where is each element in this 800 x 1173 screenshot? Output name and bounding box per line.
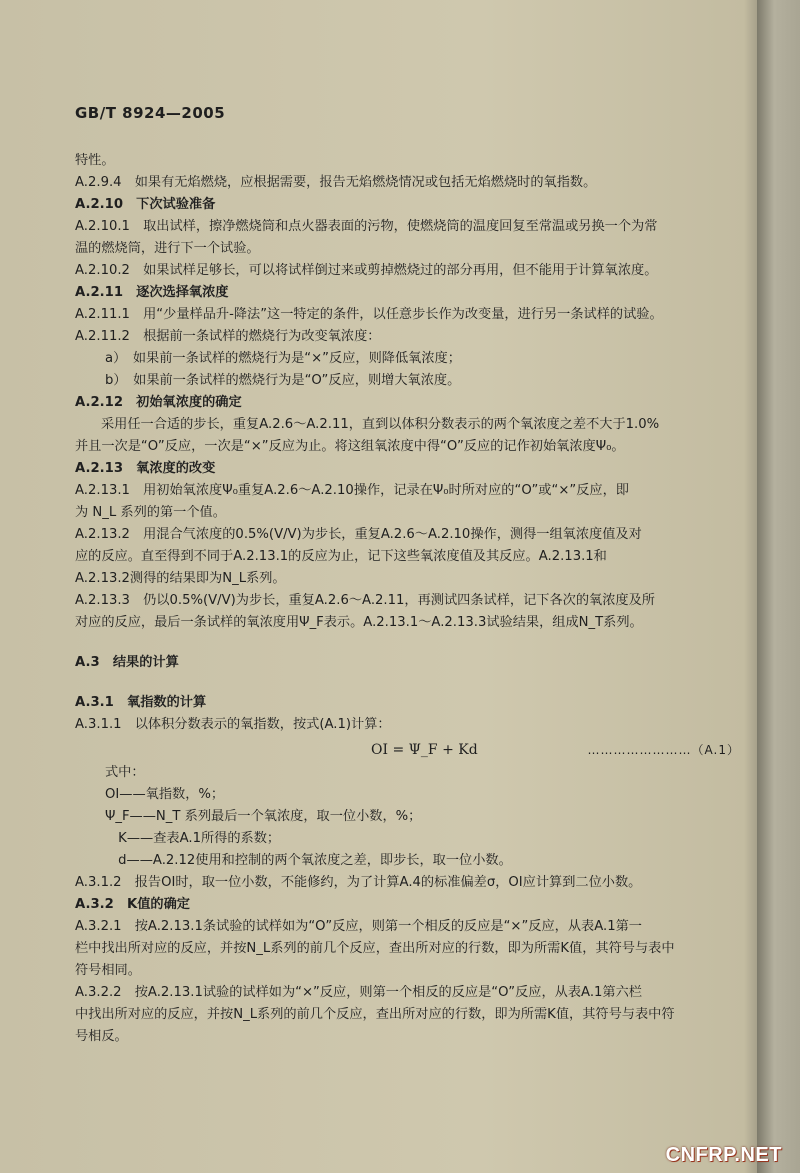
- text-line: A.2.11.1 用“少量样品升-降法”这一特定的条件，以任意步长作为改变量，进行另一条试样的试验。: [75, 307, 663, 322]
- text-line: A.2.10.2 如果试样足够长，可以将试样倒过来或剪掉燃烧过的部分再用，但不能用于计算氧浓度。: [75, 263, 658, 278]
- formula-reference: ……………………（A.1）: [587, 743, 740, 757]
- text-line: A.2.9.4 如果有无焰燃烧，应根据需要，报告无焰燃烧情况或包括无焰燃烧时的氧指数。: [75, 175, 597, 190]
- text-line: A.3.2.1 按A.2.13.1条试验的试样如为“O”反应，则第一个相反的反应是“×”反应，从表A.1第一: [75, 919, 642, 934]
- text-line: A.2.11.2 根据前一条试样的燃烧行为改变氧浓度：: [75, 329, 381, 344]
- text-line: 为 N_L 系列的第一个值。: [75, 505, 226, 520]
- text-line: 特性。: [75, 153, 115, 168]
- text-line: A.3.1.2 报告OI时，取一位小数，不能修约，为了计算A.4的标准偏差σ，OI应计算到二位小数。: [75, 875, 642, 890]
- facing-page-edge: [757, 0, 800, 1173]
- text-line: A.2.13.2 用混合气浓度的0.5%(V/V)为步长，重复A.2.6～A.2.10操作，测得一组氧浓度值及对: [75, 527, 642, 542]
- standard-id: GB/T 8924—2005: [75, 104, 226, 122]
- text-line: 温的燃烧筒，进行下一个试验。: [75, 241, 260, 256]
- text-line: 符号相同。: [75, 963, 141, 978]
- text-line: a） 如果前一条试样的燃烧行为是“×”反应，则降低氧浓度；: [105, 351, 461, 366]
- section-heading: A.2.13 氧浓度的改变: [75, 461, 216, 476]
- section-heading: A.2.11 逐次选择氧浓度: [75, 285, 229, 300]
- text-line: 中找出所对应的反应，并按N_L系列的前几个反应，查出所对应的行数，即为所需K值，其符号与表中符: [75, 1007, 675, 1022]
- text-block-1: [75, 150, 740, 736]
- section-heading: A.3 结果的计算: [75, 655, 179, 670]
- text-line: A.2.13.2测得的结果即为N_L系列。: [75, 571, 286, 586]
- text-line: 并且一次是“O”反应，一次是“×”反应为止。将这组氧浓度中得“O”反应的记作初始氧浓度Ψ₀。: [75, 439, 625, 454]
- section-heading: A.3.2 K值的确定: [75, 897, 190, 912]
- text-line: 采用任一合适的步长，重复A.2.6～A.2.11，直到以体积分数表示的两个氧浓度之差不大于1.0%: [101, 417, 660, 432]
- section-heading: A.2.12 初始氧浓度的确定: [75, 395, 242, 410]
- text-block-2: [75, 762, 740, 1048]
- text-line: A.2.13.3 仍以0.5%(V/V)为步长，重复A.2.6～A.2.11，再测试四条试样，记下各次的氧浓度及所: [75, 593, 655, 608]
- text-line: 栏中找出所对应的反应，并按N_L系列的前几个反应，查出所对应的行数，即为所需K值，其符号与表中: [75, 941, 675, 956]
- text-line: 式中：: [105, 765, 145, 780]
- spacer: [75, 674, 740, 692]
- text-line: A.2.10.1 取出试样，擦净燃烧筒和点火器表面的污物，使燃烧筒的温度回复至常温或另换一个为常: [75, 219, 658, 234]
- formula-expression: OI = Ψ_F + Kd: [371, 742, 478, 758]
- document-body: [75, 150, 740, 1048]
- text-line: d——A.2.12使用和控制的两个氧浓度之差，即步长，取一位小数。: [105, 853, 512, 868]
- text-line: b） 如果前一条试样的燃烧行为是“O”反应，则增大氧浓度。: [105, 373, 461, 388]
- spacer: [75, 634, 740, 652]
- text-line: 号相反。: [75, 1029, 128, 1044]
- formula-a1: [75, 736, 740, 762]
- text-line: Ψ_F——N_T 系列最后一个氧浓度，取一位小数，%；: [105, 809, 422, 824]
- watermark-logo: CNFRP.NET: [665, 1144, 782, 1166]
- section-heading: A.2.10 下次试验准备: [75, 197, 216, 212]
- text-line: K——查表A.1所得的系数；: [105, 831, 281, 846]
- section-heading: A.3.1 氧指数的计算: [75, 695, 207, 710]
- text-line: A.2.13.1 用初始氧浓度Ψ₀重复A.2.6～A.2.10操作，记录在Ψ₀时所对应的“O”或“×”反应，即: [75, 483, 629, 498]
- text-line: 对应的反应，最后一条试样的氧浓度用Ψ_F表示。A.2.13.1～A.2.13.3试验结果，组成N_T系列。: [75, 615, 643, 630]
- text-line: A.3.2.2 按A.2.13.1试验的试样如为“×”反应，则第一个相反的反应是“O”反应，从表A.1第六栏: [75, 985, 642, 1000]
- text-line: A.3.1.1 以体积分数表示的氧指数，按式(A.1)计算：: [75, 717, 391, 732]
- text-line: OI——氧指数，%；: [105, 787, 225, 802]
- text-line: 应的反应。直至得到不同于A.2.13.1的反应为止，记下这些氧浓度值及其反应。A.2.13.1和: [75, 549, 607, 564]
